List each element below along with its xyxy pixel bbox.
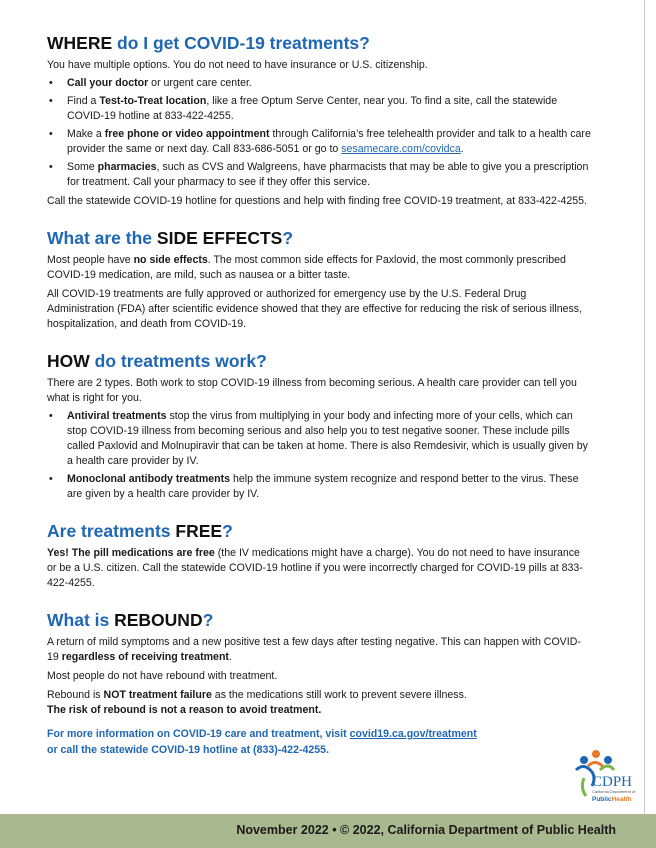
side-heading-b: SIDE EFFECTS [156, 228, 283, 248]
how-heading-b: do treatments work? [94, 351, 267, 371]
more-info [47, 726, 592, 758]
where-intro: You have multiple options. You do not need to have insurance or U.S. citizenship. [47, 59, 428, 71]
how-intro: There are 2 types. Both work to stop COVID-19 illness from becoming serious. A health care provider can tell you what is right for you. [47, 377, 577, 404]
list-item-text: help the immune system recognize and respond better to the virus. These are given by a health care provider by IV. [67, 473, 579, 500]
list-item-bold: pharmacies [97, 161, 157, 173]
list-item [47, 76, 592, 91]
more-info-text: For more information on COVID-19 care and treatment, visit [47, 728, 350, 740]
side-p1 [47, 253, 592, 283]
footer-bar [0, 814, 656, 848]
list-item [47, 409, 592, 469]
rebound-p3-bold: NOT treatment failure [103, 689, 212, 701]
bullet-icon: • [49, 95, 53, 107]
rebound-p3 [47, 688, 592, 718]
rebound-heading-b: REBOUND [114, 610, 203, 630]
list-item-text: or urgent care center. [148, 77, 252, 89]
list-item-bold: Test-to-Treat location [99, 95, 207, 107]
covid19-treatment-link[interactable]: covid19.ca.gov/treatment [349, 728, 477, 740]
list-item-bold: Antiviral treatments [67, 410, 167, 422]
list-item [47, 94, 592, 124]
side-p1-bold: no side effects [133, 254, 208, 266]
side-p2: All COVID-19 treatments are fully approved or authorized for emergency use by the U.S. Federal Drug Administration (FDA) after scientific evidence showed that they are effective for reducing the risk of serious illness, hospitalization, and death from COVID-19. [47, 288, 583, 330]
section-rebound [47, 609, 592, 718]
list-item-text: , like a free Optum Serve Center, near you. To find a site, call the statewide COVID-19 hotline at 833-422-4255. [67, 95, 558, 122]
free-p-bold: Yes! The pill medications are free [47, 547, 215, 559]
where-heading-b: do I get COVID-19 treatments? [117, 33, 370, 53]
rebound-p4: The risk of rebound is not a reason to avoid treatment. [47, 704, 322, 716]
side-heading-a: What are the [47, 228, 153, 248]
rebound-p1 [47, 635, 592, 665]
more-info-hotline: or call the statewide COVID-19 hotline at (833)-422-4255. [47, 744, 330, 756]
free-heading [47, 520, 592, 542]
main-content [47, 32, 592, 758]
side-heading [47, 227, 592, 249]
list-item [47, 160, 592, 190]
free-heading-c: ? [222, 521, 233, 541]
bullet-icon: • [49, 128, 53, 140]
bullet-icon: • [49, 161, 53, 173]
cdph-logo [570, 748, 638, 812]
free-p [47, 546, 592, 591]
rebound-heading [47, 609, 592, 631]
page-border [644, 0, 645, 814]
list-item-text: stop the virus from multiplying in your body and infecting more of your cells, which can stop COVID-19 illness from becoming serious and also help you to test negative sooner. These include pills called Paxlovid and Molnupiravir that can be taken at home. There is also Remdesivir, which is usually given by a health care provider by IV. [67, 410, 588, 467]
svg-text:CDPH: CDPH [592, 774, 633, 790]
list-item-text: Some [67, 161, 98, 173]
list-item-bold: free phone or video appointment [104, 128, 270, 140]
list-item-text: Find a [67, 95, 100, 107]
list-item-bold: Monoclonal antibody treatments [67, 473, 231, 485]
rebound-p1-bold: regardless of receiving treatment [61, 651, 229, 663]
svg-text:PublicHealth: PublicHealth [592, 796, 632, 803]
how-heading-a: HOW [47, 351, 90, 371]
rebound-p2: Most people do not have rebound with treatment. [47, 670, 278, 682]
cdph-logo-icon [570, 748, 638, 812]
section-where [47, 32, 592, 209]
rebound-p1-tail: . [228, 651, 232, 663]
where-heading-a: WHERE [47, 33, 113, 53]
list-item-text: . [460, 143, 464, 155]
how-heading [47, 350, 592, 372]
list-item-text: , such as CVS and Walgreens, have pharmacists that may be able to give you a prescription for treatment. Call your pharmacy to see if they offer this service. [67, 161, 589, 188]
where-heading [47, 32, 592, 54]
bullet-icon: • [49, 77, 53, 89]
list-item-bold: Call your doctor [67, 77, 149, 89]
rebound-p3-pre: Rebound is [47, 689, 104, 701]
list-item-text: Make a [67, 128, 105, 140]
rebound-heading-a: What is [47, 610, 110, 630]
list-item [47, 127, 592, 157]
list-item-text: through California’s free telehealth provider and talk to a health care provider the same or next day. Call 833-686-5051 or go to [67, 128, 591, 155]
bullet-icon: • [49, 410, 53, 422]
side-p1-pre: Most people have [47, 254, 134, 266]
side-p1-rest: . The most common side effects for Paxlovid, the most commonly prescribed COVID-19 medication, are mild, such as nausea or a bitter taste. [47, 254, 566, 281]
free-p-rest: (the IV medications might have a charge). You do not need to have insurance or be a U.S. citizen. Call the statewide COVID-19 hotline if you were incorrectly charged for COVID-19 pills at 833-422-4255. [47, 547, 583, 589]
footer-text: November 2022 • © 2022, California Department of Public Health [236, 823, 616, 837]
where-list [47, 76, 592, 190]
section-side-effects [47, 227, 592, 332]
sesamecare-link[interactable]: sesamecare.com/covidca [341, 143, 461, 155]
rebound-heading-c: ? [202, 610, 214, 630]
how-list [47, 409, 592, 502]
list-item [47, 472, 592, 502]
side-heading-c: ? [282, 228, 294, 248]
bullet-icon: • [49, 473, 53, 485]
section-free [47, 520, 592, 591]
rebound-p3-rest: as the medications still work to prevent severe illness. [211, 689, 467, 701]
where-outro: Call the statewide COVID-19 hotline for questions and help with finding free COVID-19 treatment, at 833-422-4255. [47, 195, 587, 207]
free-heading-a: Are treatments [47, 521, 171, 541]
free-heading-b: FREE [175, 521, 223, 541]
section-how [47, 350, 592, 502]
rebound-p1-pre: A return of mild symptoms and a new positive test a few days after testing negative. This can happen with COVID-19 [47, 636, 581, 663]
svg-text:California Department of: California Department of [592, 789, 636, 794]
